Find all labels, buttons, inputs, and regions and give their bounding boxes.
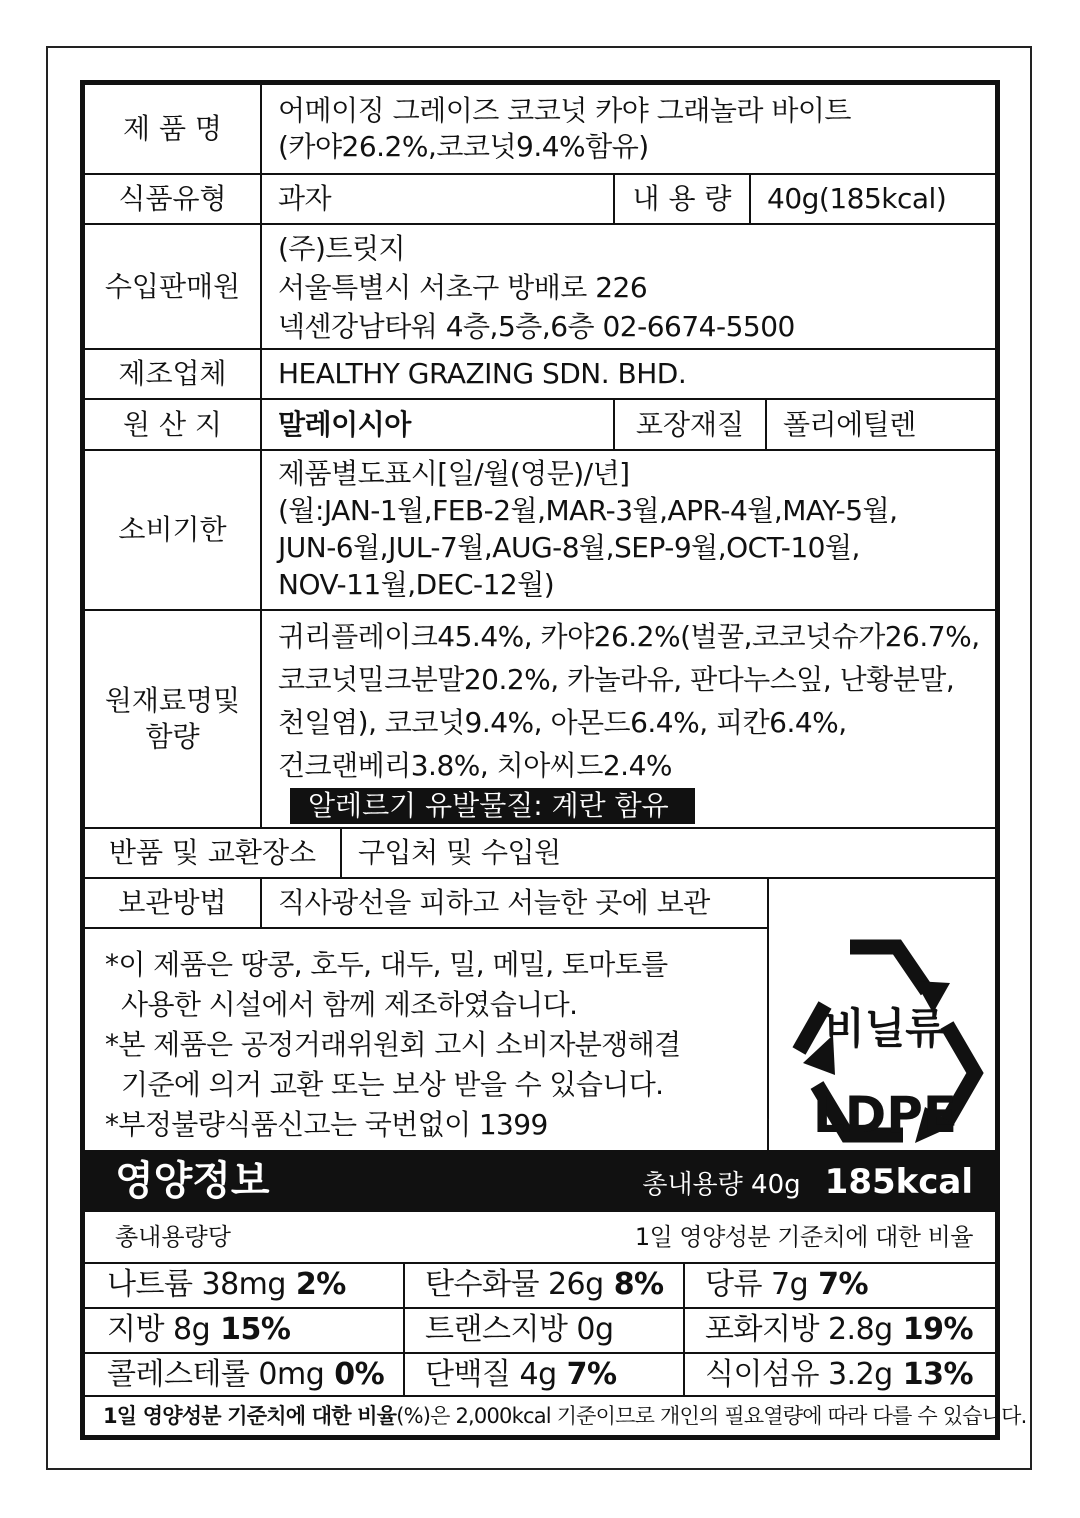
recycle-material: LDPE xyxy=(812,1086,958,1144)
notes-block xyxy=(105,945,765,1145)
nutrient-pct: 15% xyxy=(220,1312,291,1347)
nutrient-name: 나트륨 38mg xyxy=(107,1267,286,1302)
ingredients-value: 귀리플레이크45.4%, 카야26.2%(벌꿀,코코넛슈가26.7%, 코코넛밀크분말20.2%, 카놀라유, 판다누스잎, 난황분말, 천일염), 코코넛9.4%, 아몬드6.4%, 피칸6.4%, 건크랜베리3.8%, 치아씨드2.4% xyxy=(278,620,980,782)
manufacturer-value: HEALTHY GRAZING SDN. BHD. xyxy=(278,357,687,390)
importer-header: 수입판매원 xyxy=(104,269,241,303)
nutrition-footer xyxy=(85,1397,1027,1435)
net-weight-header: 내 용 량 xyxy=(632,182,732,215)
nutrient-pct: 2% xyxy=(295,1267,346,1302)
nutrient-name: 지방 8g xyxy=(107,1312,211,1347)
note-line: *본 제품은 공정거래위원회 고시 소비자분쟁해결 xyxy=(105,1028,681,1061)
product-name-value: 어메이징 그레이즈 코코넛 카야 그래놀라 바이트 (카야26.2%,코코넛9.4%함유) xyxy=(278,94,851,163)
nutrient-pct: 0% xyxy=(334,1357,385,1392)
nutrient-name: 콜레스테롤 0mg xyxy=(107,1357,325,1392)
nutrition-header xyxy=(85,1150,995,1212)
packaging-value: 폴리에틸렌 xyxy=(783,408,916,441)
nutrition-title: 영양정보 xyxy=(115,1158,270,1204)
ingredients-header: 원재료명및 함량 xyxy=(104,684,241,753)
daily-ratio-label: 1일 영양성분 기준치에 대한 비율 xyxy=(634,1223,973,1251)
nutrient-pct: 7% xyxy=(566,1357,617,1392)
manufacturer-header: 제조업체 xyxy=(118,357,227,390)
recycle-mark-text: 비닐류 xyxy=(824,1004,946,1053)
per-serving-label: 총내용량당 xyxy=(115,1223,231,1251)
net-weight-value: 40g(185kcal) xyxy=(767,182,947,215)
nutrient-row xyxy=(85,1264,995,1307)
expiry-header: 소비기한 xyxy=(118,513,227,546)
note-line: 기준에 의거 교환 또는 보상 받을 수 있습니다. xyxy=(121,1068,664,1101)
footer-text: (%)은 2,000kcal 기준이므로 개인의 필요열량에 따라 다를 수 있습니다. xyxy=(396,1404,1027,1428)
nutrient-row xyxy=(85,1354,995,1397)
product-name-header: 제 품 명 xyxy=(123,112,222,145)
nutrition-total xyxy=(642,1164,973,1203)
food-label xyxy=(80,80,1027,1440)
importer-value: (주)트릿지 서울특별시 서초구 방배로 226 넥센강남타워 4층,5층,6층 02-6674-5500 xyxy=(278,232,795,343)
expiry-value: 제품별도표시[일/월(영문)/년] (월:JAN-1월,FEB-2월,MAR-3월,APR-4월,MAY-5월, JUN-6월,JUL-7월,AUG-8월,SEP-9월,OCT-10월, NOV-11월,DEC-12월) xyxy=(278,457,898,601)
nutrition-total-weight: 총내용량 40g xyxy=(642,1170,801,1200)
storage-value: 직사광선을 피하고 서늘한 곳에 보관 xyxy=(278,886,710,919)
nutrient-pct: 19% xyxy=(902,1312,974,1347)
nutrient-name: 포화지방 2.8g xyxy=(705,1312,893,1347)
nutrient-row xyxy=(85,1309,995,1352)
note-line: *이 제품은 땅콩, 호두, 대두, 밀, 메밀, 토마토를 xyxy=(105,948,668,981)
note-line: *부정불량식품신고는 국번없이 1399 xyxy=(105,1108,548,1141)
nutrient-name: 트랜스지방 0g xyxy=(425,1312,614,1347)
origin-value: 말레이시아 xyxy=(278,408,411,441)
return-header: 반품 및 교환장소 xyxy=(108,836,317,869)
nutrient-name: 당류 7g xyxy=(705,1267,809,1302)
nutrient-name: 식이섬유 3.2g xyxy=(705,1357,893,1392)
nutrient-pct: 8% xyxy=(613,1267,664,1302)
storage-header: 보관방법 xyxy=(118,886,227,919)
return-value: 구입처 및 수입원 xyxy=(358,836,561,869)
food-type-value: 과자 xyxy=(278,182,332,215)
origin-header: 원 산 지 xyxy=(123,407,222,441)
nutrient-name: 단백질 4g xyxy=(425,1357,557,1392)
nutrition-total-kcal: 185kcal xyxy=(824,1162,973,1202)
nutrient-pct: 13% xyxy=(902,1357,974,1392)
nutrition-subheader xyxy=(85,1212,995,1262)
nutrient-pct: 7% xyxy=(818,1267,869,1302)
nutrient-name: 탄수화물 26g xyxy=(425,1267,604,1302)
allergy-notice: 알레르기 유발물질: 계란 함유 xyxy=(290,788,695,824)
footer-bold-text: 1일 영양성분 기준치에 대한 비율 xyxy=(103,1404,397,1428)
food-type-header: 식품유형 xyxy=(118,182,227,215)
packaging-header: 포장재질 xyxy=(635,407,745,441)
note-line: 사용한 시설에서 함께 제조하였습니다. xyxy=(121,988,578,1021)
